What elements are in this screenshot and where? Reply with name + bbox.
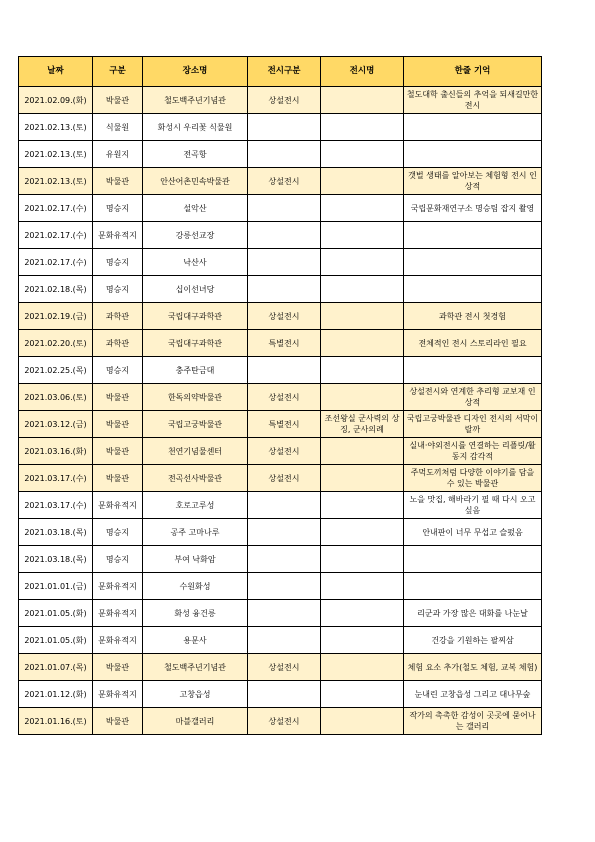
memo-cell: 국립고궁박물관 디자인 전시의 서막이랄까 xyxy=(404,411,542,438)
category-cell: 유원지 xyxy=(93,141,143,168)
memo-cell: 전체적인 전시 스토리라인 필요 xyxy=(404,330,542,357)
exhibition-name-cell xyxy=(321,465,404,492)
exhibition-type-cell xyxy=(248,627,321,654)
table-row xyxy=(19,546,542,573)
place-cell: 국립대구과학관 xyxy=(143,330,248,357)
place-cell: 전곡선사박물관 xyxy=(143,465,248,492)
table-row xyxy=(19,438,542,465)
memo-cell: 철도대학 출신들의 추억을 되새길만한 전시 xyxy=(404,87,542,114)
date-cell: 2021.02.13.(토) xyxy=(19,141,93,168)
exhibition-name-cell xyxy=(321,114,404,141)
place-cell: 용문사 xyxy=(143,627,248,654)
exhibition-type-cell xyxy=(248,276,321,303)
memo-cell: 눈내린 고창읍성 그리고 대나무숲 xyxy=(404,681,542,708)
exhibition-type-cell: 상설전시 xyxy=(248,168,321,195)
memo-cell xyxy=(404,222,542,249)
exhibition-type-cell: 상설전시 xyxy=(248,465,321,492)
category-cell: 문화유적지 xyxy=(93,573,143,600)
exhibition-type-cell: 특별전시 xyxy=(248,411,321,438)
memo-cell xyxy=(404,276,542,303)
table-row xyxy=(19,492,542,519)
column-header-memo: 한줄 기억 xyxy=(404,57,542,87)
category-cell: 과학관 xyxy=(93,330,143,357)
date-cell: 2021.02.25.(목) xyxy=(19,357,93,384)
exhibition-type-cell xyxy=(248,546,321,573)
date-cell: 2021.03.17.(수) xyxy=(19,465,93,492)
place-cell: 천연기념물센터 xyxy=(143,438,248,465)
exhibition-type-cell xyxy=(248,492,321,519)
place-cell: 한독의약박물관 xyxy=(143,384,248,411)
exhibition-name-cell xyxy=(321,330,404,357)
table-row xyxy=(19,573,542,600)
date-cell: 2021.02.20.(토) xyxy=(19,330,93,357)
exhibition-type-cell: 상설전시 xyxy=(248,87,321,114)
place-cell: 호로고루성 xyxy=(143,492,248,519)
exhibition-name-cell xyxy=(321,168,404,195)
table-row xyxy=(19,195,542,222)
table-row xyxy=(19,654,542,681)
date-cell: 2021.02.13.(토) xyxy=(19,114,93,141)
table-body xyxy=(19,87,542,735)
memo-cell: 상설전시와 연계한 추리형 교보재 인상적 xyxy=(404,384,542,411)
table-row xyxy=(19,627,542,654)
column-header-exhibition-name: 전시명 xyxy=(321,57,404,87)
exhibition-name-cell xyxy=(321,87,404,114)
column-header-category: 구분 xyxy=(93,57,143,87)
column-header-date: 날짜 xyxy=(19,57,93,87)
date-cell: 2021.01.05.(화) xyxy=(19,627,93,654)
date-cell: 2021.01.01.(금) xyxy=(19,573,93,600)
exhibition-name-cell xyxy=(321,546,404,573)
memo-cell: 건강을 기원하는 팔찌삼 xyxy=(404,627,542,654)
column-header-place: 장소명 xyxy=(143,57,248,87)
memo-cell: 갯벌 생태를 알아보는 체험형 전시 인상적 xyxy=(404,168,542,195)
place-cell: 십이선녀당 xyxy=(143,276,248,303)
place-cell: 국립대구과학관 xyxy=(143,303,248,330)
memo-cell: 국립문화재연구소 명승팀 잡지 촬영 xyxy=(404,195,542,222)
exhibition-name-cell xyxy=(321,519,404,546)
date-cell: 2021.02.18.(목) xyxy=(19,276,93,303)
table-row xyxy=(19,465,542,492)
date-cell: 2021.03.18.(목) xyxy=(19,519,93,546)
table-row xyxy=(19,411,542,438)
exhibition-type-cell xyxy=(248,249,321,276)
place-cell: 고창읍성 xyxy=(143,681,248,708)
date-cell: 2021.02.19.(금) xyxy=(19,303,93,330)
memo-cell xyxy=(404,114,542,141)
exhibition-name-cell xyxy=(321,627,404,654)
exhibition-name-cell xyxy=(321,276,404,303)
place-cell: 부여 낙화암 xyxy=(143,546,248,573)
category-cell: 박물관 xyxy=(93,384,143,411)
table-row xyxy=(19,519,542,546)
place-cell: 낙산사 xyxy=(143,249,248,276)
place-cell: 화성 융건릉 xyxy=(143,600,248,627)
memo-cell: 과학관 전시 첫경험 xyxy=(404,303,542,330)
exhibition-name-cell xyxy=(321,600,404,627)
exhibition-name-cell xyxy=(321,303,404,330)
table-row xyxy=(19,249,542,276)
exhibition-type-cell: 상설전시 xyxy=(248,384,321,411)
table-row xyxy=(19,600,542,627)
category-cell: 명승지 xyxy=(93,249,143,276)
table-row xyxy=(19,222,542,249)
exhibition-type-cell xyxy=(248,141,321,168)
exhibition-name-cell xyxy=(321,141,404,168)
exhibition-type-cell xyxy=(248,519,321,546)
table-row xyxy=(19,708,542,735)
exhibition-name-cell xyxy=(321,492,404,519)
category-cell: 문화유적지 xyxy=(93,600,143,627)
date-cell: 2021.03.18.(목) xyxy=(19,546,93,573)
exhibition-name-cell xyxy=(321,357,404,384)
exhibition-type-cell xyxy=(248,195,321,222)
memo-cell xyxy=(404,573,542,600)
category-cell: 문화유적지 xyxy=(93,492,143,519)
exhibition-name-cell xyxy=(321,222,404,249)
category-cell: 문화유적지 xyxy=(93,627,143,654)
date-cell: 2021.01.16.(토) xyxy=(19,708,93,735)
place-cell: 국립고궁박물관 xyxy=(143,411,248,438)
place-cell: 철도백주년기념관 xyxy=(143,87,248,114)
exhibition-name-cell xyxy=(321,681,404,708)
category-cell: 문화유적지 xyxy=(93,222,143,249)
place-cell: 공주 고마나루 xyxy=(143,519,248,546)
exhibition-name-cell xyxy=(321,708,404,735)
date-cell: 2021.03.12.(금) xyxy=(19,411,93,438)
table-row xyxy=(19,303,542,330)
date-cell: 2021.03.17.(수) xyxy=(19,492,93,519)
memo-cell: 체험 요소 추가(철도 체험, 교복 체험) xyxy=(404,654,542,681)
exhibition-name-cell: 조선왕실 군사력의 상징, 군사의례 xyxy=(321,411,404,438)
table-row xyxy=(19,87,542,114)
category-cell: 박물관 xyxy=(93,654,143,681)
date-cell: 2021.02.17.(수) xyxy=(19,222,93,249)
place-cell: 안산어촌민속박물관 xyxy=(143,168,248,195)
date-cell: 2021.03.06.(토) xyxy=(19,384,93,411)
exhibition-name-cell xyxy=(321,384,404,411)
memo-cell xyxy=(404,141,542,168)
place-cell: 화성시 우리꽃 식물원 xyxy=(143,114,248,141)
exhibition-name-cell xyxy=(321,438,404,465)
memo-cell: 노을 맛집, 해바라기 필 때 다시 오고 싶음 xyxy=(404,492,542,519)
place-cell: 전곡항 xyxy=(143,141,248,168)
table-row xyxy=(19,168,542,195)
table-row xyxy=(19,276,542,303)
category-cell: 박물관 xyxy=(93,87,143,114)
exhibition-name-cell xyxy=(321,573,404,600)
column-header-exhibition-type: 전시구분 xyxy=(248,57,321,87)
category-cell: 문화유적지 xyxy=(93,681,143,708)
exhibition-type-cell: 특별전시 xyxy=(248,330,321,357)
memo-cell: 주먹도끼처럼 다양한 이야기를 담을 수 있는 박물관 xyxy=(404,465,542,492)
exhibition-type-cell xyxy=(248,357,321,384)
place-cell: 충주탄금대 xyxy=(143,357,248,384)
exhibition-type-cell xyxy=(248,600,321,627)
date-cell: 2021.02.17.(수) xyxy=(19,249,93,276)
place-cell: 철도백주년기념관 xyxy=(143,654,248,681)
exhibition-type-cell xyxy=(248,222,321,249)
header-row xyxy=(19,57,542,87)
table-row xyxy=(19,114,542,141)
place-cell: 강릉선교장 xyxy=(143,222,248,249)
place-cell: 수원화성 xyxy=(143,573,248,600)
exhibition-name-cell xyxy=(321,249,404,276)
category-cell: 식물원 xyxy=(93,114,143,141)
date-cell: 2021.02.17.(수) xyxy=(19,195,93,222)
category-cell: 박물관 xyxy=(93,411,143,438)
date-cell: 2021.02.13.(토) xyxy=(19,168,93,195)
exhibition-type-cell: 상설전시 xyxy=(248,654,321,681)
category-cell: 박물관 xyxy=(93,708,143,735)
category-cell: 명승지 xyxy=(93,276,143,303)
category-cell: 명승지 xyxy=(93,195,143,222)
table-row xyxy=(19,681,542,708)
category-cell: 박물관 xyxy=(93,465,143,492)
category-cell: 명승지 xyxy=(93,519,143,546)
category-cell: 박물관 xyxy=(93,438,143,465)
exhibition-type-cell xyxy=(248,573,321,600)
memo-cell: 안내판이 너무 무섭고 슬펐음 xyxy=(404,519,542,546)
category-cell: 박물관 xyxy=(93,168,143,195)
exhibition-type-cell: 상설전시 xyxy=(248,708,321,735)
exhibition-type-cell xyxy=(248,681,321,708)
exhibition-type-cell xyxy=(248,114,321,141)
exhibition-name-cell xyxy=(321,654,404,681)
date-cell: 2021.02.09.(화) xyxy=(19,87,93,114)
table-row xyxy=(19,357,542,384)
place-cell: 마블갤러리 xyxy=(143,708,248,735)
visit-log-table xyxy=(18,56,542,735)
table-row xyxy=(19,141,542,168)
table-row xyxy=(19,330,542,357)
memo-cell: 리군과 가장 많은 대화를 나눈날 xyxy=(404,600,542,627)
category-cell: 과학관 xyxy=(93,303,143,330)
exhibition-type-cell: 상설전시 xyxy=(248,303,321,330)
date-cell: 2021.01.07.(목) xyxy=(19,654,93,681)
memo-cell xyxy=(404,249,542,276)
memo-cell xyxy=(404,357,542,384)
memo-cell: 실내·야외전시를 연결하는 리플릿/활동지 감각적 xyxy=(404,438,542,465)
exhibition-type-cell: 상설전시 xyxy=(248,438,321,465)
memo-cell: 작가의 촉촉한 감성이 곳곳에 묻어나는 갤러리 xyxy=(404,708,542,735)
place-cell: 설악산 xyxy=(143,195,248,222)
table-row xyxy=(19,384,542,411)
date-cell: 2021.01.12.(화) xyxy=(19,681,93,708)
category-cell: 명승지 xyxy=(93,357,143,384)
date-cell: 2021.01.05.(화) xyxy=(19,600,93,627)
category-cell: 명승지 xyxy=(93,546,143,573)
exhibition-name-cell xyxy=(321,195,404,222)
date-cell: 2021.03.16.(화) xyxy=(19,438,93,465)
memo-cell xyxy=(404,546,542,573)
